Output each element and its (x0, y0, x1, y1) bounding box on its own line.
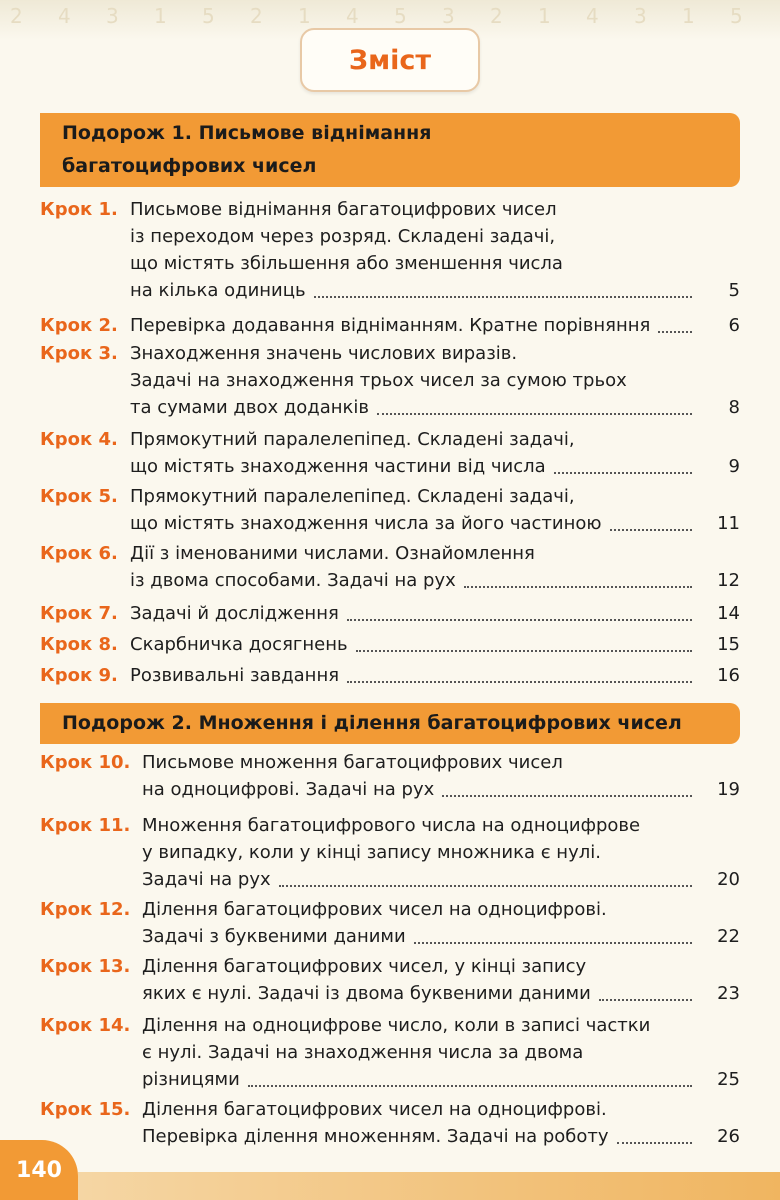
dot-leader (610, 529, 692, 531)
toc-entry[interactable] (40, 340, 740, 421)
entry-text-line: Знаходження значень числових виразів. (130, 343, 518, 364)
entry-text (130, 426, 700, 480)
step-label: Крок 10. (40, 752, 131, 773)
entry-text-line: Ділення багатоцифрових чисел на одноцифрові. (142, 1099, 607, 1120)
step-label: Крок 13. (40, 956, 131, 977)
toc-entry[interactable] (40, 483, 740, 537)
entry-text-line: Ділення на одноцифрове число, коли в записі частки (142, 1015, 651, 1036)
decor-digit: 1 (154, 4, 167, 28)
entry-page-number: 23 (717, 983, 740, 1004)
entry-last-line (130, 312, 700, 339)
dot-leader (314, 296, 692, 298)
entry-text (130, 631, 700, 658)
entry-last-line (130, 277, 700, 304)
toc-entry[interactable] (40, 812, 740, 893)
step-label: Крок 6. (40, 543, 118, 564)
entry-page-number: 15 (717, 634, 740, 655)
dot-leader (617, 1142, 692, 1144)
step-label: Крок 9. (40, 665, 118, 686)
entry-page-number: 20 (717, 869, 740, 890)
entry-last-line (142, 776, 700, 803)
entry-text-line: та сумами двох доданків (130, 397, 370, 418)
toc-entry[interactable] (40, 662, 740, 689)
step-label: Крок 3. (40, 343, 118, 364)
page-title: Зміст (348, 44, 432, 76)
contents-title-box (300, 28, 480, 92)
section-title-line: Подорож 2. Множення і ділення багатоцифрових чисел (62, 712, 682, 734)
entry-page-number: 5 (728, 280, 740, 301)
step-label: Крок 1. (40, 199, 118, 220)
dot-leader (356, 650, 692, 652)
dot-leader (554, 472, 692, 474)
entry-text-line: Письмове множення багатоцифрових чисел (142, 752, 563, 773)
section-title-line: Подорож 1. Письмове віднімання (62, 122, 432, 144)
step-label: Крок 2. (40, 315, 118, 336)
entry-text (130, 662, 700, 689)
entry-page-number: 26 (717, 1126, 740, 1147)
step-label: Крок 15. (40, 1099, 131, 1120)
entry-text-line: Прямокутний паралелепіпед. Складені задачі, (130, 486, 575, 507)
entry-last-line (130, 600, 700, 627)
entry-text-line: Прямокутний паралелепіпед. Складені задачі, (130, 429, 575, 450)
step-label: Крок 11. (40, 815, 131, 836)
entry-text-line: Розвивальні завдання (130, 665, 340, 686)
toc-entry[interactable] (40, 896, 740, 950)
decor-digit: 5 (394, 4, 407, 28)
entry-last-line (130, 394, 700, 421)
dot-leader (658, 331, 692, 333)
entry-page-number: 19 (717, 779, 740, 800)
dot-leader (464, 586, 692, 588)
entry-page-number: 14 (717, 603, 740, 624)
entry-page-number: 16 (717, 665, 740, 686)
entry-text-line: із двома способами. Задачі на рух (130, 570, 456, 591)
dot-leader (442, 795, 692, 797)
decor-digit: 4 (346, 4, 359, 28)
step-label: Крок 12. (40, 899, 131, 920)
toc-entry[interactable] (40, 1012, 740, 1093)
entry-page-number: 9 (728, 456, 740, 477)
dot-leader (248, 1085, 692, 1087)
entry-text-line: Множення багатоцифрового числа на одноцифрове (142, 815, 641, 836)
section-header (40, 113, 740, 187)
page-number-badge (0, 1140, 78, 1200)
entry-text-line: що містять знаходження числа за його частиною (130, 513, 602, 534)
entry-text-line: із переходом через розряд. Складені задачі, (130, 226, 556, 247)
toc-entry[interactable] (40, 426, 740, 480)
entry-text-line: Письмове віднімання багатоцифрових чисел (130, 199, 557, 220)
step-label: Крок 14. (40, 1015, 131, 1036)
entry-page-number: 22 (717, 926, 740, 947)
entry-text-line: яких є нулі. Задачі із двома буквеними даними (142, 983, 591, 1004)
entry-text-line: є нулі. Задачі на знаходження числа за двома (142, 1042, 584, 1063)
entry-text (130, 483, 700, 537)
entry-page-number: 6 (728, 315, 740, 336)
entry-text (142, 896, 700, 950)
entry-page-number: 25 (717, 1069, 740, 1090)
entry-text-line: різницями (142, 1069, 240, 1090)
entry-text (142, 1096, 700, 1150)
entry-page-number: 11 (717, 513, 740, 534)
toc-entry[interactable] (40, 749, 740, 803)
entry-text-line: Перевірка додавання відніманням. Кратне порівняння (130, 315, 651, 336)
entry-last-line (142, 980, 700, 1007)
entry-page-number: 12 (717, 570, 740, 591)
entry-last-line (130, 453, 700, 480)
step-label: Крок 4. (40, 429, 118, 450)
entry-last-line (130, 631, 700, 658)
entry-text-line: що містять збільшення або зменшення числа (130, 253, 563, 274)
entry-text (130, 196, 700, 304)
entry-last-line (142, 923, 700, 950)
dot-leader (279, 885, 692, 887)
decor-digit: 3 (442, 4, 455, 28)
entry-text-line: на одноцифрові. Задачі на рух (142, 779, 435, 800)
dot-leader (599, 999, 692, 1001)
entry-last-line (142, 1066, 700, 1093)
toc-entry[interactable] (40, 631, 740, 658)
section-header (40, 703, 740, 744)
decor-digit: 1 (298, 4, 311, 28)
toc-entry[interactable] (40, 1096, 740, 1150)
dot-leader (377, 413, 692, 415)
entry-text-line: Задачі на знаходження трьох чисел за сумою трьох (130, 370, 627, 391)
entry-text-line: на кілька одиниць (130, 280, 306, 301)
decor-digit: 5 (730, 4, 743, 28)
entry-last-line (130, 567, 700, 594)
decor-digit: 2 (490, 4, 503, 28)
page-number: 140 (16, 1157, 62, 1183)
entry-text-line: Задачі на рух (142, 869, 271, 890)
entry-text (130, 540, 700, 594)
entry-text (142, 1012, 700, 1093)
entry-last-line (142, 866, 700, 893)
decor-digit: 2 (10, 4, 23, 28)
toc-entry[interactable] (40, 540, 740, 594)
section-title-line: багатоцифрових чисел (62, 155, 317, 177)
entry-text-line: Дії з іменованими числами. Ознайомлення (130, 543, 535, 564)
dot-leader (347, 681, 692, 683)
step-label: Крок 8. (40, 634, 118, 655)
bottom-decor-band (78, 1172, 780, 1200)
entry-text (130, 340, 700, 421)
entry-text-line: у випадку, коли у кінці запису множника є нулі. (142, 842, 601, 863)
decor-digit: 3 (634, 4, 647, 28)
decor-digit: 4 (58, 4, 71, 28)
decor-digit: 1 (538, 4, 551, 28)
toc-entry[interactable] (40, 953, 740, 1007)
decor-digit: 2 (250, 4, 263, 28)
dot-leader (347, 619, 692, 621)
entry-text-line: Задачі з буквеними даними (142, 926, 406, 947)
decor-digit: 4 (586, 4, 599, 28)
toc-entry[interactable] (40, 600, 740, 627)
entry-text-line: Задачі й дослідження (130, 603, 339, 624)
entry-text (130, 600, 700, 627)
dot-leader (414, 942, 692, 944)
entry-page-number: 8 (728, 397, 740, 418)
toc-entry[interactable] (40, 196, 740, 304)
step-label: Крок 7. (40, 603, 118, 624)
decor-digit: 1 (682, 4, 695, 28)
entry-text (142, 812, 700, 893)
decor-digit: 3 (106, 4, 119, 28)
entry-text-line: Ділення багатоцифрових чисел на одноцифрові. (142, 899, 607, 920)
entry-last-line (142, 1123, 700, 1150)
entry-text (142, 749, 700, 803)
step-label: Крок 5. (40, 486, 118, 507)
entry-text-line: Перевірка ділення множенням. Задачі на роботу (142, 1126, 609, 1147)
entry-last-line (130, 510, 700, 537)
entry-text-line: Скарбничка досягнень (130, 634, 348, 655)
entry-last-line (130, 662, 700, 689)
decor-digit: 5 (202, 4, 215, 28)
toc-entry[interactable] (40, 312, 740, 339)
entry-text (142, 953, 700, 1007)
entry-text-line: Ділення багатоцифрових чисел, у кінці запису (142, 956, 587, 977)
entry-text (130, 312, 700, 339)
entry-text-line: що містять знаходження частини від числа (130, 456, 546, 477)
